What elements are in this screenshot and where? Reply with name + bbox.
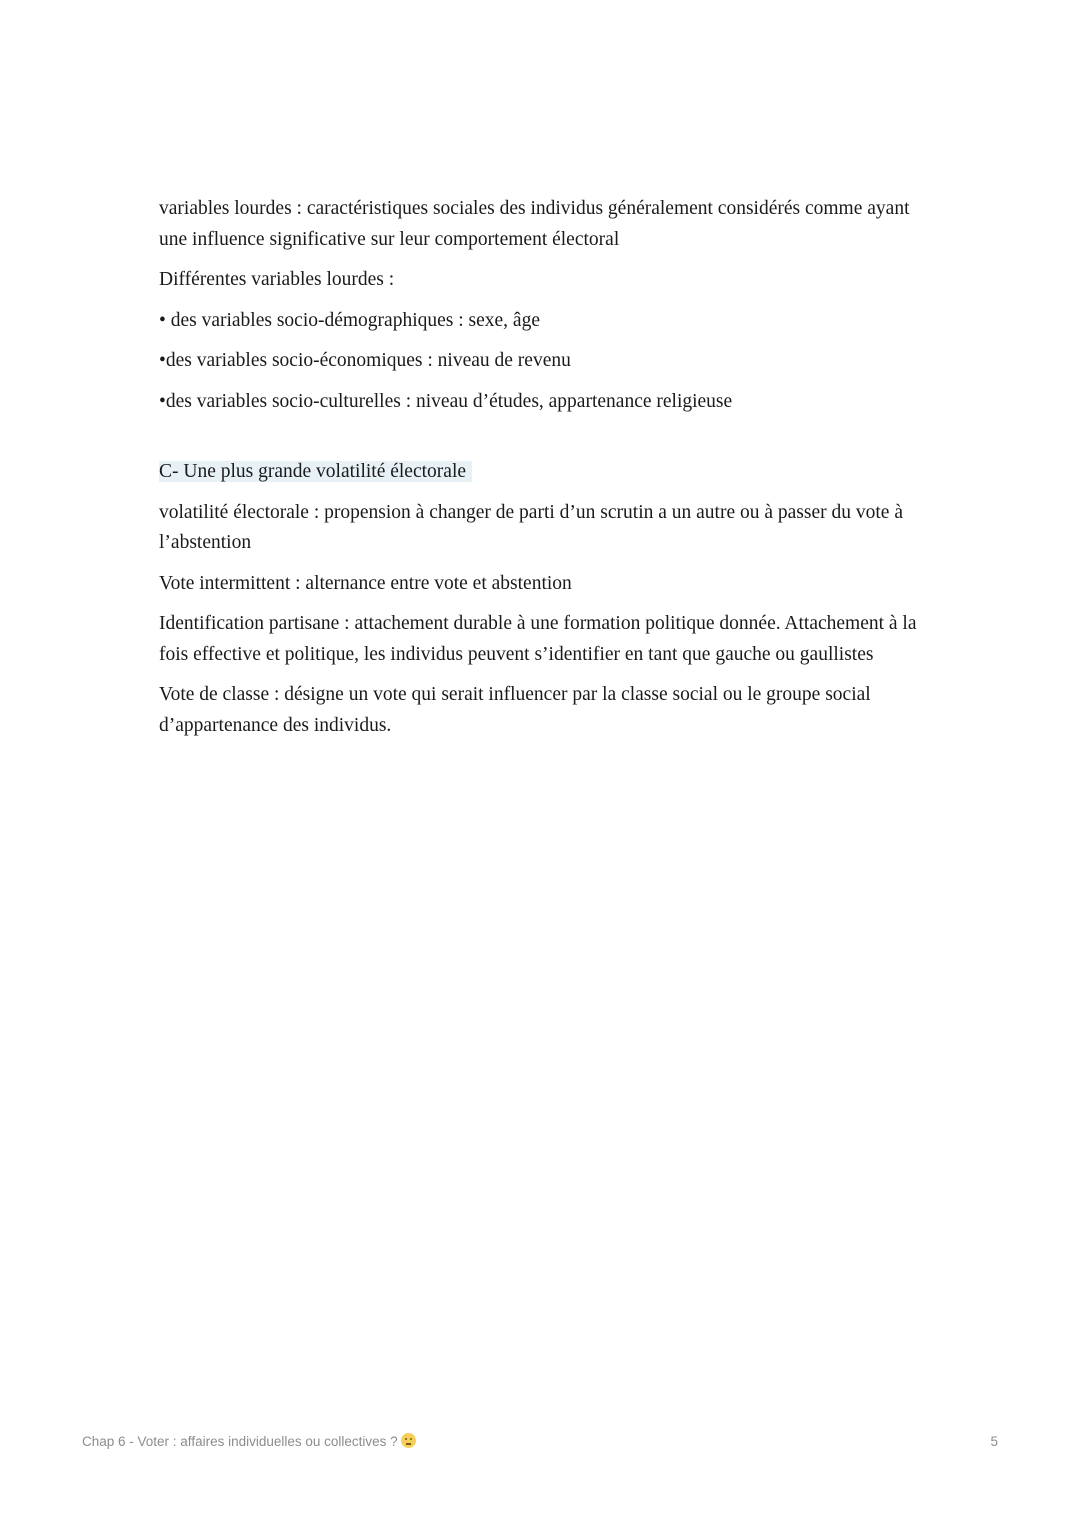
page-content	[159, 194, 929, 751]
definition-vote-intermittent: Vote intermittent : alternance entre vote et abstention	[159, 572, 572, 594]
list-item: • des variables socio-démographiques : sexe, âge	[159, 309, 540, 331]
definition-variables-lourdes: variables lourdes : caractéristiques sociales des individus généralement considérés comme ayant une influence significative sur leur comportement électoral	[159, 198, 910, 250]
footer-title-wrap	[82, 1433, 416, 1449]
definition-volatilite: volatilité électorale : propension à changer de parti d’un scrutin a un autre ou à passer du vote à l’abstention	[159, 501, 903, 553]
definition-vote-de-classe: Vote de classe : désigne un vote qui serait influencer par la classe social ou le groupe social d’appartenance des individus.	[159, 684, 871, 736]
list-item: •des variables socio-culturelles : niveau d’études, appartenance religieuse	[159, 390, 733, 412]
section-heading-text: C- Une plus grande volatilité électorale	[159, 461, 472, 482]
page-number: 5	[990, 1433, 998, 1449]
section-heading	[159, 457, 929, 488]
thinking-face-icon	[401, 1433, 416, 1448]
definition-identification-partisane: Identification partisane : attachement durable à une formation politique donnée. Attachement à la fois effective et politique, les individus peuvent s’identifier en tant que gauche ou gaullistes	[159, 613, 917, 665]
list-intro: Différentes variables lourdes :	[159, 269, 395, 290]
page-footer	[82, 1430, 998, 1452]
footer-title: Chap 6 - Voter : affaires individuelles ou collectives ?	[82, 1434, 398, 1449]
list-item: •des variables socio-économiques : niveau de revenu	[159, 350, 571, 371]
spacer	[159, 427, 929, 457]
